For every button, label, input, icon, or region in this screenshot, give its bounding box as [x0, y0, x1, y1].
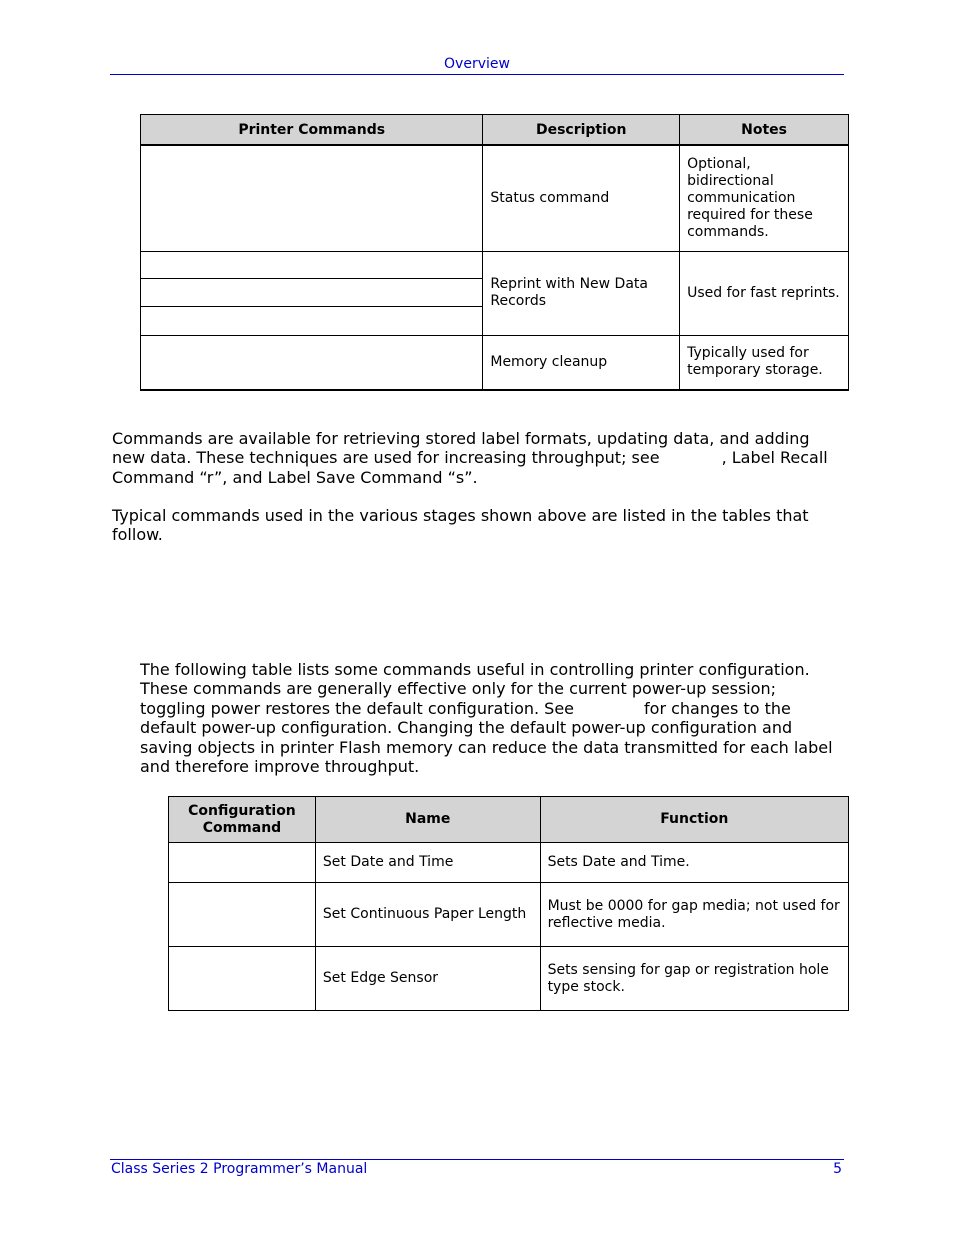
table-header-row	[141, 115, 849, 146]
table-row	[169, 843, 849, 883]
table-row	[169, 883, 849, 947]
paragraph-typical-commands: Typical commands used in the various stages shown above are listed in the tables that follow.	[112, 506, 809, 545]
configuration-commands-table	[168, 796, 849, 1011]
function-cell: Sets sensing for gap or registration hole type stock.	[540, 947, 848, 1011]
column-header-function: Function	[540, 797, 848, 843]
command-cell	[141, 145, 483, 251]
notes-cell: Used for fast reprints.	[680, 251, 849, 335]
table-row	[169, 947, 849, 1011]
name-cell: Set Date and Time	[315, 843, 540, 883]
command-cell	[141, 278, 483, 306]
column-header-notes: Notes	[680, 115, 849, 146]
description-cell: Status command	[483, 145, 680, 251]
name-cell: Set Continuous Paper Length	[315, 883, 540, 947]
paragraph-throughput	[112, 429, 842, 487]
running-footer	[111, 1161, 842, 1177]
command-cell	[141, 335, 483, 390]
footer-rule	[110, 1159, 844, 1160]
paragraph-text: The following table lists some commands useful in controlling printer configuration. These commands are generally effective only for the current power-up session; toggling power restores the default configuration. See	[140, 660, 810, 718]
column-header-description: Description	[483, 115, 680, 146]
function-cell: Sets Date and Time.	[540, 843, 848, 883]
function-cell: Must be 0000 for gap media; not used for reflective media.	[540, 883, 848, 947]
command-cell	[169, 883, 316, 947]
table-row	[141, 145, 849, 251]
printer-commands-table	[140, 114, 849, 391]
column-header-name: Name	[315, 797, 540, 843]
table-header-row	[169, 797, 849, 843]
paragraph-configuration	[140, 660, 842, 776]
paragraph-text: , Label Recall Command “r”, and Label Save Command “s”.	[112, 448, 828, 487]
page-number: 5	[833, 1161, 842, 1177]
table-row	[141, 251, 849, 278]
command-cell	[141, 306, 483, 335]
description-cell: Memory cleanup	[483, 335, 680, 390]
name-cell: Set Edge Sensor	[315, 947, 540, 1011]
notes-cell: Typically used for temporary storage.	[680, 335, 849, 390]
description-cell: Reprint with New Data Records	[483, 251, 680, 335]
table-row	[141, 335, 849, 390]
running-header: Overview	[444, 56, 510, 72]
notes-cell: Optional, bidirectional communication required for these commands.	[680, 145, 849, 251]
command-cell	[141, 251, 483, 278]
column-header-configuration-command: Configuration Command	[169, 797, 316, 843]
command-cell	[169, 843, 316, 883]
command-cell	[169, 947, 316, 1011]
paragraph-text: Commands are available for retrieving stored label formats, updating data, and adding new data. These techniques are used for increasing throughput; see	[112, 429, 810, 468]
paragraph-text: for changes to the default power-up configuration. Changing the default power-up configuration and saving objects in printer Flash memory can reduce the data transmitted for each label and therefore improve throughput.	[140, 698, 833, 777]
header-rule	[110, 74, 844, 75]
column-header-printer-commands: Printer Commands	[141, 115, 483, 146]
manual-title: Class Series 2 Programmer’s Manual	[111, 1161, 368, 1177]
